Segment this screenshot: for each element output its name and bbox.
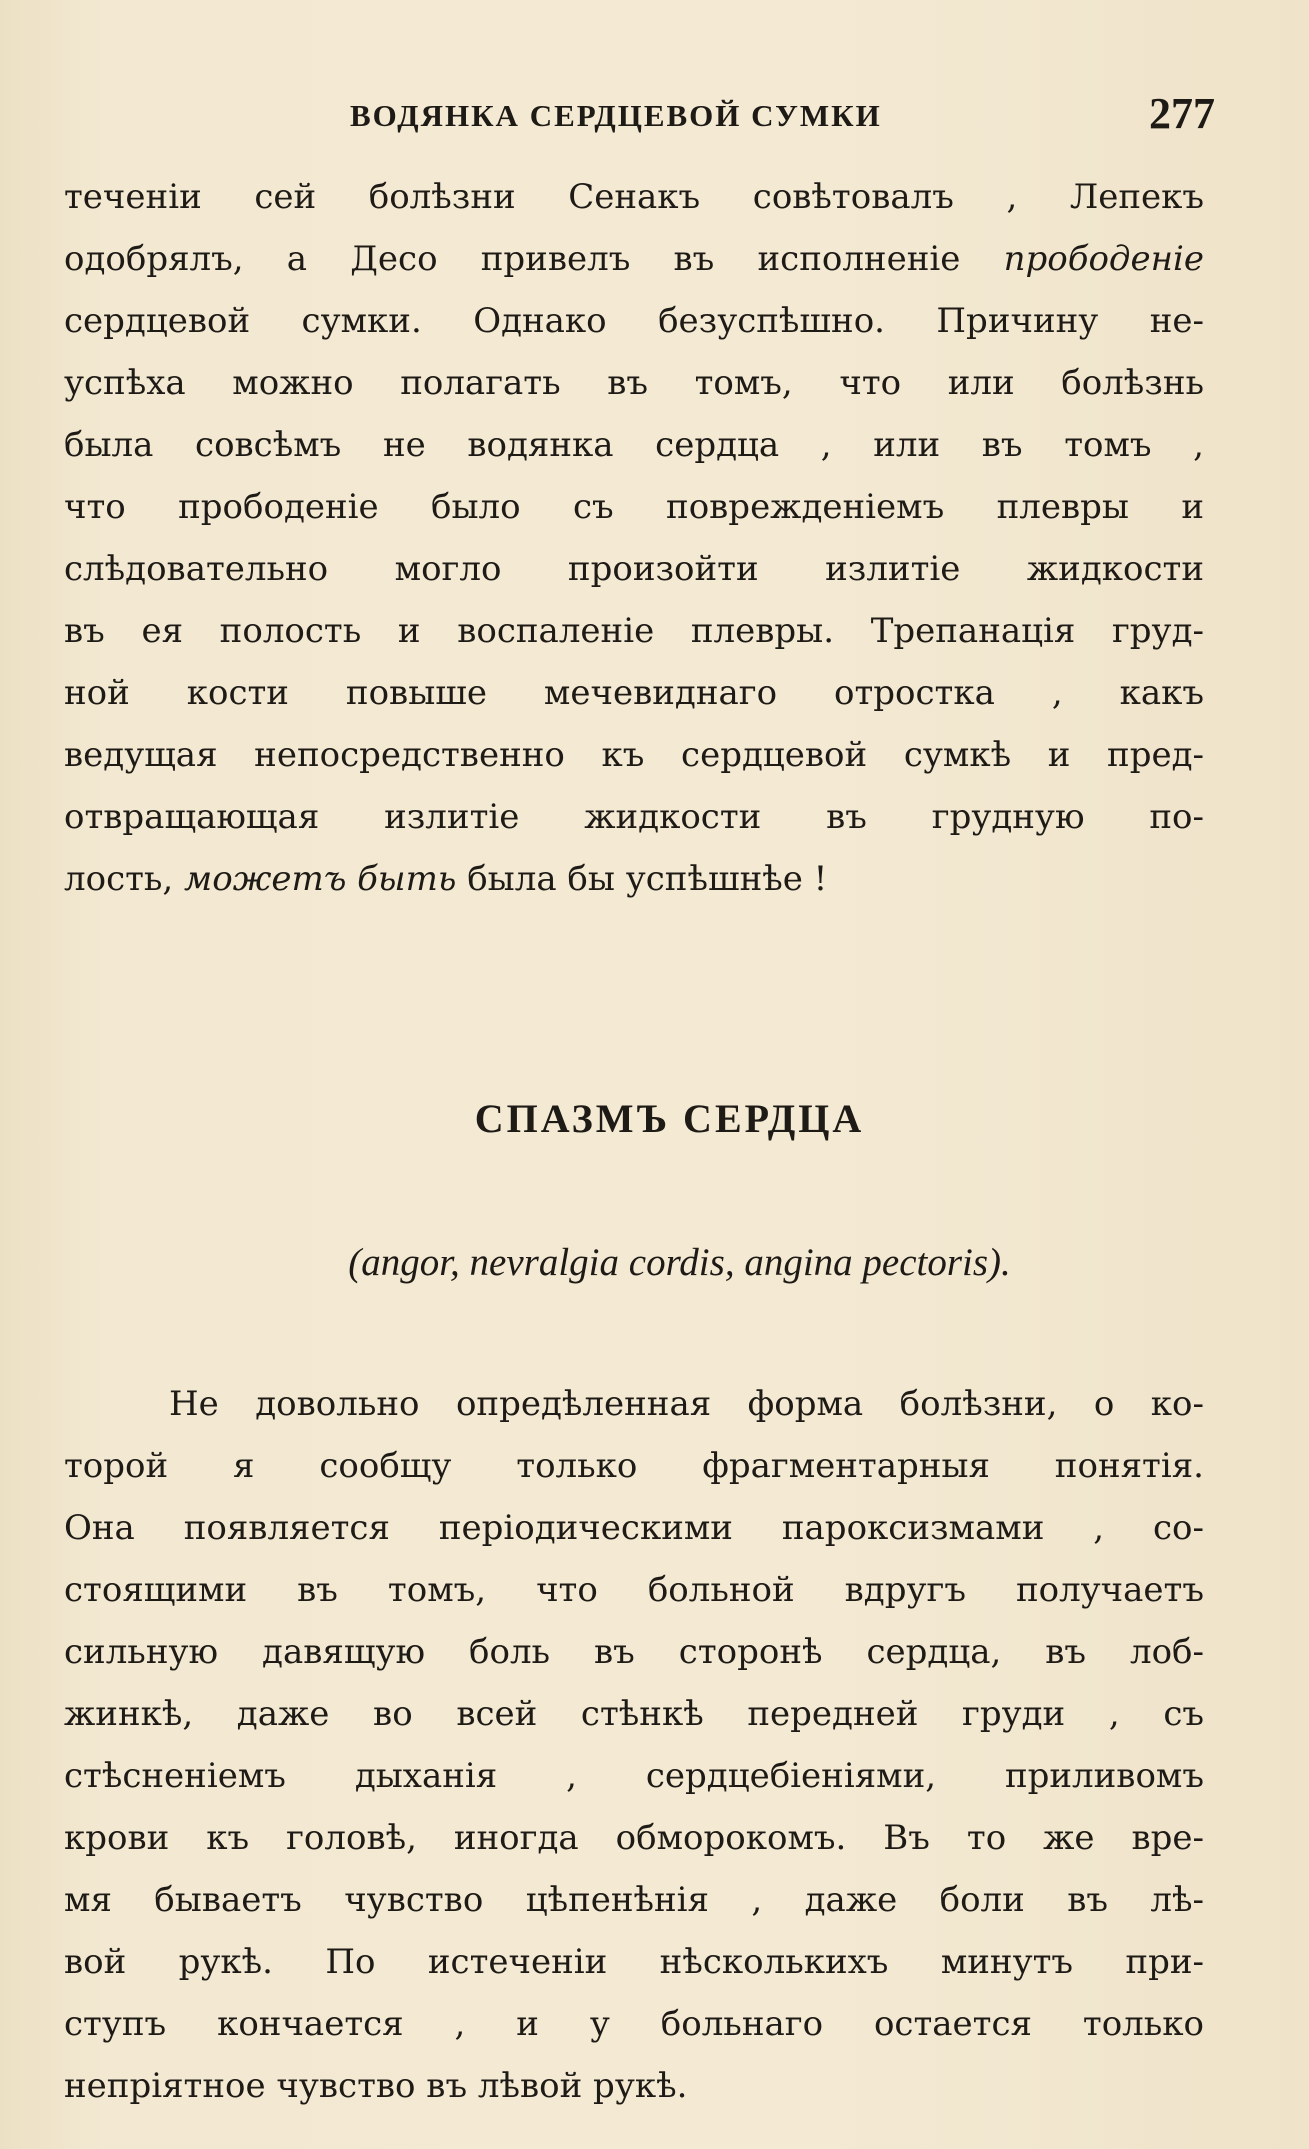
- text-line: ной кости повыше мечевиднаго отростка , какъ: [64, 673, 1204, 713]
- paragraph-2: [64, 1373, 1204, 2117]
- text-line: успѣха можно полагать въ томъ, что или болѣзнь: [64, 363, 1204, 403]
- paragraph-1: [64, 166, 1204, 910]
- text-line: стоящими въ томъ, что больной вдругъ получаетъ: [64, 1570, 1204, 1610]
- text-line: отвращающая излитіе жидкости въ грудную по-: [64, 797, 1204, 837]
- page-header: [60, 88, 1215, 148]
- text-line: крови къ головѣ, иногда обморокомъ. Въ то же вре-: [64, 1818, 1204, 1858]
- text-line: вой рукѣ. По истеченіи нѣсколькихъ минутъ при-: [64, 1942, 1204, 1982]
- text-line: въ ея полость и воспаленіе плевры. Трепанація груд-: [64, 611, 1204, 651]
- text-line: стѣсненіемъ дыханія , сердцебіеніями, приливомъ: [64, 1756, 1204, 1796]
- text-line: мя бываетъ чувство цѣпенѣнія , даже боли въ лѣ-: [64, 1880, 1204, 1920]
- italic-term: можетъ быть: [184, 859, 457, 899]
- text-line: Не довольно опредѣленная форма болѣзни, о ко-: [169, 1384, 1204, 1424]
- text-line: сердцевой сумки. Однако безуспѣшно. Причину не-: [64, 301, 1204, 341]
- text-line: была совсѣмъ не водянка сердца , или въ томъ ,: [64, 425, 1204, 465]
- text-line: ступъ кончается , и у больнаго остается только: [64, 2004, 1204, 2044]
- text-line: слѣдовательно могло произойти излитіе жидкости: [64, 549, 1204, 589]
- text-line: ведущая непосредственно къ сердцевой сумкѣ и пред-: [64, 735, 1204, 775]
- text-line: жинкѣ, даже во всей стѣнкѣ передней груди , съ: [64, 1694, 1204, 1734]
- running-head: ВОДЯНКА СЕРДЦЕВОЙ СУМКИ: [350, 98, 882, 133]
- text-line: сильную давящую боль въ сторонѣ сердца, въ лоб-: [64, 1632, 1204, 1672]
- text-line: теченіи сей болѣзни Сенакъ совѣтовалъ , Лепекъ: [64, 177, 1204, 217]
- text-line: одобрялъ, а Десо привелъ въ исполненіе прободеніе: [64, 239, 1204, 279]
- text-line: что прободеніе было съ поврежденіемъ плевры и: [64, 487, 1204, 527]
- section-subtitle: (angor, nevralgia cordis, angina pectoris).: [348, 1241, 1011, 1284]
- section-title: СПАЗМЪ СЕРДЦА: [474, 1096, 865, 1141]
- text-line: торой я сообщу только фрагментарныя понятія.: [64, 1446, 1204, 1486]
- page-number: 277: [1149, 89, 1215, 138]
- text-line: непріятное чувство въ лѣвой рукѣ.: [64, 2066, 688, 2106]
- text-line: лость, можетъ быть была бы успѣшнѣе !: [64, 859, 828, 899]
- italic-term: прободеніе: [1003, 239, 1204, 279]
- text-line: Она появляется періодическими пароксизмами , со-: [64, 1508, 1204, 1548]
